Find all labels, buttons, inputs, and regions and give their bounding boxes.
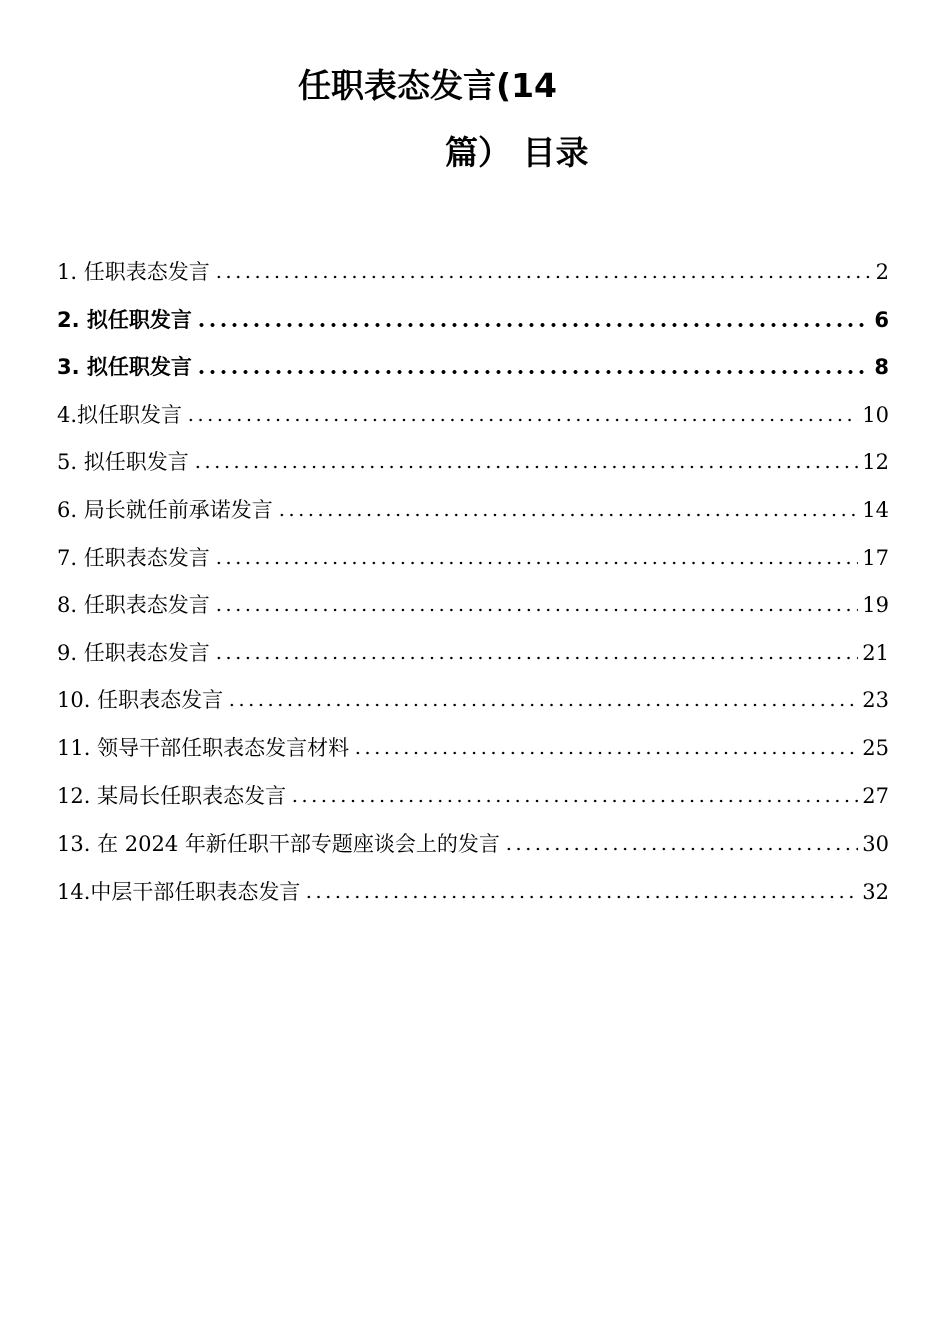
toc-entry-label: 2. 拟任职发言	[57, 308, 192, 332]
toc-entry-page-number: 19	[862, 593, 889, 617]
toc-entry-label: 1. 任职表态发言	[57, 260, 210, 284]
toc-entry-6[interactable]	[57, 494, 889, 526]
dot-leader	[353, 750, 858, 756]
toc-entry-label: 11. 领导干部任职表态发言材料	[57, 736, 350, 760]
dot-leader	[290, 798, 858, 804]
dot-leader	[504, 846, 858, 852]
toc-entry-page-number: 17	[862, 546, 889, 570]
toc-entry-8[interactable]	[57, 589, 889, 621]
toc-entry-page-number: 27	[862, 784, 889, 808]
toc-entry-label: 9. 任职表态发言	[57, 641, 210, 665]
toc-entry-7[interactable]	[57, 542, 889, 574]
toc-entry-13[interactable]	[57, 828, 889, 860]
toc-entry-page-number: 10	[862, 403, 889, 427]
dot-leader	[227, 702, 858, 708]
toc-entry-3[interactable]	[57, 351, 889, 383]
toc-entry-label: 4.拟任职发言	[57, 403, 183, 427]
toc-entry-page-number: 8	[874, 355, 889, 379]
toc-entry-page-number: 21	[862, 641, 889, 665]
toc-entry-label: 13. 在 2024 年新任职干部专题座谈会上的发言	[57, 832, 500, 856]
dot-leader	[214, 560, 859, 566]
dot-leader	[186, 417, 858, 423]
toc-entry-label: 8. 任职表态发言	[57, 593, 210, 617]
toc-entry-page-number: 23	[862, 688, 889, 712]
toc-entry-page-number: 2	[875, 260, 889, 284]
toc-entry-14[interactable]	[57, 876, 889, 908]
dot-leader	[304, 894, 858, 900]
toc-entry-4[interactable]	[57, 399, 889, 431]
page-title-line-1: 任职表态发言(14	[298, 66, 558, 105]
toc-entry-page-number: 12	[862, 450, 889, 474]
toc-entry-label: 12. 某局长任职表态发言	[57, 784, 287, 808]
toc-entry-2[interactable]	[57, 304, 889, 336]
toc-entry-label: 6. 局长就任前承诺发言	[57, 498, 273, 522]
dot-leader	[214, 655, 859, 661]
toc-entry-label: 5. 拟任职发言	[57, 450, 189, 474]
dot-leader	[193, 464, 859, 470]
dot-leader	[196, 322, 870, 328]
toc-entry-label: 7. 任职表态发言	[57, 546, 210, 570]
toc-entry-label: 10. 任职表态发言	[57, 688, 224, 712]
toc-entry-1[interactable]	[57, 256, 889, 288]
dot-leader	[214, 607, 859, 613]
dot-leader	[277, 512, 859, 518]
toc-entry-page-number: 32	[862, 880, 889, 904]
toc-entry-12[interactable]	[57, 780, 889, 812]
toc-entry-9[interactable]	[57, 637, 889, 669]
toc-entry-page-number: 30	[862, 832, 889, 856]
dot-leader	[196, 369, 870, 375]
toc-entry-5[interactable]	[57, 446, 889, 478]
toc-entry-page-number: 25	[862, 736, 889, 760]
toc-entry-label: 14.中层干部任职表态发言	[57, 880, 301, 904]
page-title-line-2: 篇） 目录	[445, 133, 589, 172]
toc-entry-page-number: 14	[862, 498, 889, 522]
toc-entry-page-number: 6	[874, 308, 889, 332]
toc-entry-11[interactable]	[57, 732, 889, 764]
dot-leader	[214, 274, 871, 280]
toc-entry-10[interactable]	[57, 684, 889, 716]
toc-entry-label: 3. 拟任职发言	[57, 355, 192, 379]
